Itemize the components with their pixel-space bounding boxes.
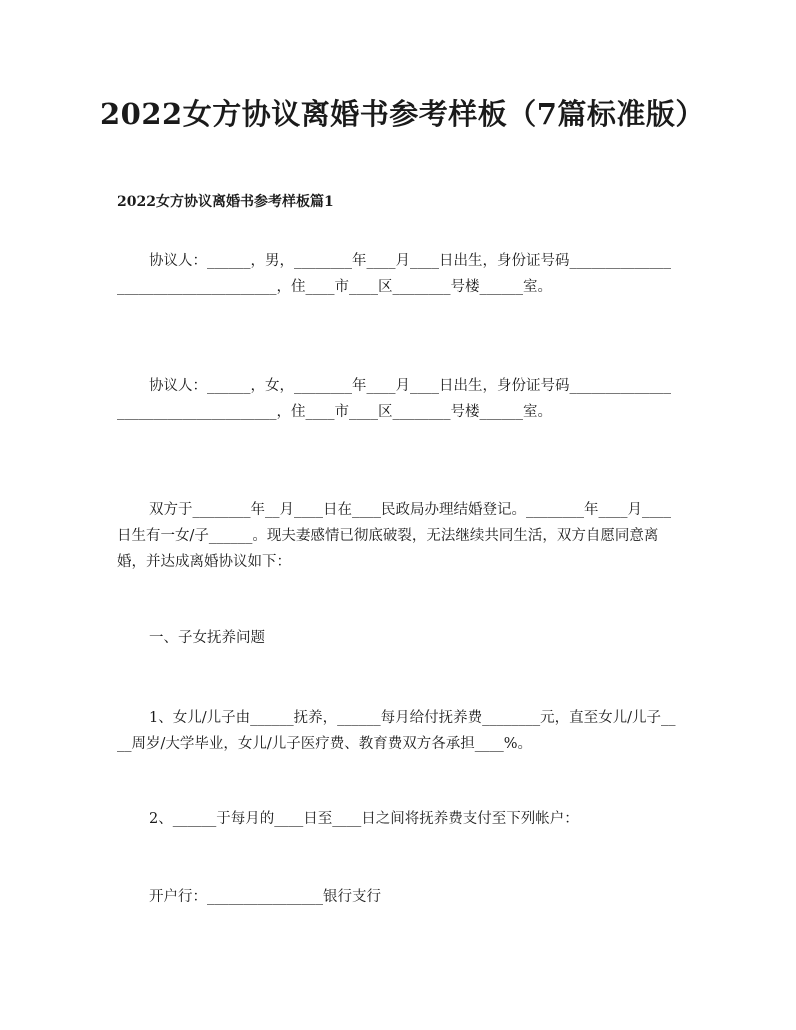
clause-1-paragraph: 1、女儿/儿子由______抚养，______每月给付抚养费________元，直至女儿/儿子____周岁/大学毕业，女儿/儿子医疗费、教育费双方各承担____%。 (117, 710, 676, 752)
document-title: 2022女方协议离婚书参考样板（7篇标准版） (100, 97, 705, 131)
section-heading: 2022女方协议离婚书参考样板篇1 (117, 194, 334, 210)
marriage-paragraph: 双方于________年__月____日在____民政局办理结婚登记。________年____月____日生有一女/子______。现夫妻感情已彻底破裂，无法继续共同生活，双方自愿同意离婚，并达成离婚协议如下： (117, 502, 671, 570)
section-child-custody-heading: 一、子女抚养问题 (149, 630, 265, 646)
party-male-paragraph: 协议人：______，男，________年____月____日出生，身份证号码____________________________________，住____市____区________号楼______室。 (117, 253, 671, 295)
bank-account-paragraph: 开户行：________________银行支行 (149, 889, 381, 905)
clause-2-paragraph: 2、______于每月的____日至____日之间将抚养费支付至下列帐户： (149, 811, 579, 827)
party-female-paragraph: 协议人：______，女，________年____月____日出生，身份证号码____________________________________，住____市____区________号楼______室。 (117, 378, 671, 420)
